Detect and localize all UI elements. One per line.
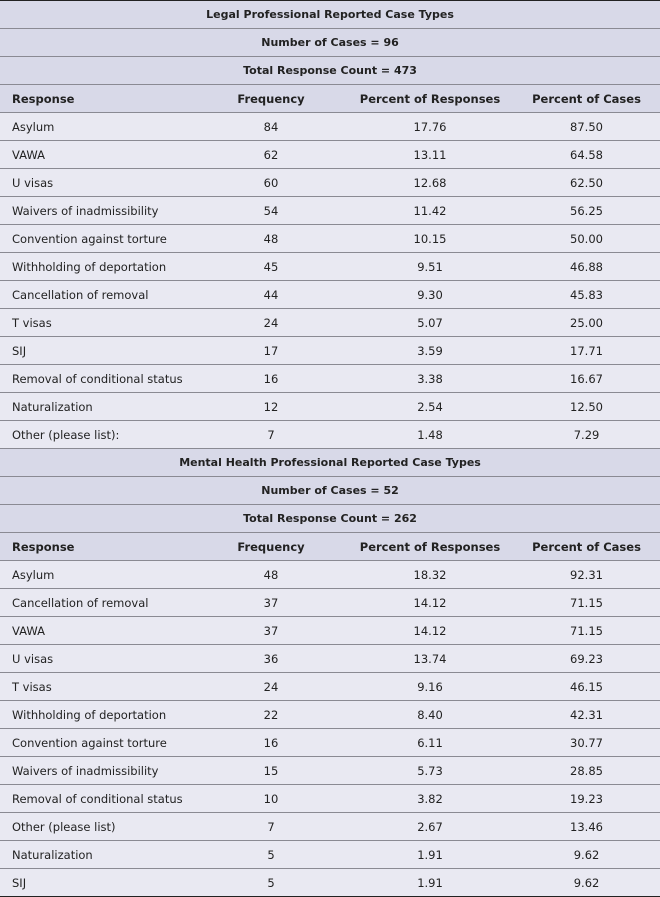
table-cell: 10.15 xyxy=(347,225,513,253)
table-cell: 14.12 xyxy=(347,617,513,645)
table-cell: 3.59 xyxy=(347,337,513,365)
section-total-row xyxy=(0,57,660,85)
section-total-row xyxy=(0,505,660,533)
table-cell: 9.51 xyxy=(347,253,513,281)
table-cell: 28.85 xyxy=(513,757,660,785)
table-row xyxy=(0,337,660,365)
table-cell: 54 xyxy=(195,197,347,225)
table-cell: 5 xyxy=(195,841,347,869)
table-cell: 5.73 xyxy=(347,757,513,785)
table-cell: 42.31 xyxy=(513,701,660,729)
table-cell: 37 xyxy=(195,589,347,617)
section-cases: Number of Cases = 96 xyxy=(0,29,660,57)
table-row xyxy=(0,393,660,421)
column-header: Percent of Responses xyxy=(347,533,513,561)
table-cell: 5 xyxy=(195,869,347,897)
section-cases-row xyxy=(0,477,660,505)
table-cell: 1.91 xyxy=(347,869,513,897)
column-header-row xyxy=(0,85,660,113)
table-row xyxy=(0,729,660,757)
table-row xyxy=(0,169,660,197)
table-cell: 44 xyxy=(195,281,347,309)
table-row xyxy=(0,589,660,617)
column-header: Percent of Cases xyxy=(513,85,660,113)
table-cell: 46.15 xyxy=(513,673,660,701)
table-cell: Removal of conditional status xyxy=(0,785,195,813)
table-row xyxy=(0,141,660,169)
table-row xyxy=(0,617,660,645)
table-row xyxy=(0,281,660,309)
table-cell: 60 xyxy=(195,169,347,197)
table-cell: 2.67 xyxy=(347,813,513,841)
table-cell: T visas xyxy=(0,309,195,337)
table-cell: 12.68 xyxy=(347,169,513,197)
table-cell: 17.71 xyxy=(513,337,660,365)
table-row xyxy=(0,673,660,701)
table-cell: 6.11 xyxy=(347,729,513,757)
table-cell: 7 xyxy=(195,813,347,841)
table-cell: 71.15 xyxy=(513,617,660,645)
table-cell: 45 xyxy=(195,253,347,281)
table-cell: 56.25 xyxy=(513,197,660,225)
table-cell: U visas xyxy=(0,169,195,197)
table-cell: 8.40 xyxy=(347,701,513,729)
table-cell: 46.88 xyxy=(513,253,660,281)
table-cell: Asylum xyxy=(0,561,195,589)
column-header: Frequency xyxy=(195,85,347,113)
table-cell: SIJ xyxy=(0,869,195,897)
table-cell: 84 xyxy=(195,113,347,141)
column-header: Frequency xyxy=(195,533,347,561)
table-cell: 48 xyxy=(195,225,347,253)
table-cell: 24 xyxy=(195,309,347,337)
section-total: Total Response Count = 473 xyxy=(0,57,660,85)
table-cell: 13.11 xyxy=(347,141,513,169)
table-row xyxy=(0,869,660,897)
table-cell: 3.38 xyxy=(347,365,513,393)
table-cell: 69.23 xyxy=(513,645,660,673)
table-cell: 13.46 xyxy=(513,813,660,841)
table-cell: 16.67 xyxy=(513,365,660,393)
table-cell: 15 xyxy=(195,757,347,785)
table-cell: 5.07 xyxy=(347,309,513,337)
table-cell: 22 xyxy=(195,701,347,729)
table-cell: 92.31 xyxy=(513,561,660,589)
table-cell: Waivers of inadmissibility xyxy=(0,757,195,785)
table-cell: 9.62 xyxy=(513,841,660,869)
table-cell: 1.48 xyxy=(347,421,513,449)
table-row xyxy=(0,561,660,589)
table-cell: Removal of conditional status xyxy=(0,365,195,393)
table-cell: 50.00 xyxy=(513,225,660,253)
table-row xyxy=(0,701,660,729)
table-cell: 30.77 xyxy=(513,729,660,757)
table-cell: Withholding of deportation xyxy=(0,701,195,729)
table-cell: 45.83 xyxy=(513,281,660,309)
table-cell: 3.82 xyxy=(347,785,513,813)
table-row xyxy=(0,813,660,841)
table-cell: VAWA xyxy=(0,617,195,645)
table-cell: 36 xyxy=(195,645,347,673)
table-row xyxy=(0,113,660,141)
table-row xyxy=(0,841,660,869)
table-cell: 10 xyxy=(195,785,347,813)
table-cell: Convention against torture xyxy=(0,225,195,253)
table-row xyxy=(0,225,660,253)
section-title: Legal Professional Reported Case Types xyxy=(0,1,660,29)
column-header: Response xyxy=(0,85,195,113)
table-cell: Other (please list): xyxy=(0,421,195,449)
section-cases: Number of Cases = 52 xyxy=(0,477,660,505)
table-row xyxy=(0,253,660,281)
table-cell: 64.58 xyxy=(513,141,660,169)
table-cell: U visas xyxy=(0,645,195,673)
table-cell: 11.42 xyxy=(347,197,513,225)
table-cell: VAWA xyxy=(0,141,195,169)
section-title-row xyxy=(0,449,660,477)
table-cell: Cancellation of removal xyxy=(0,589,195,617)
table-cell: 71.15 xyxy=(513,589,660,617)
table-row xyxy=(0,757,660,785)
table-cell: 2.54 xyxy=(347,393,513,421)
table-cell: 19.23 xyxy=(513,785,660,813)
table-cell: 9.30 xyxy=(347,281,513,309)
column-header-row xyxy=(0,533,660,561)
table-row xyxy=(0,785,660,813)
table-row xyxy=(0,309,660,337)
table-cell: Other (please list) xyxy=(0,813,195,841)
table-cell: Naturalization xyxy=(0,841,195,869)
table-cell: 9.16 xyxy=(347,673,513,701)
table-cell: 9.62 xyxy=(513,869,660,897)
table-cell: 7.29 xyxy=(513,421,660,449)
table-cell: 37 xyxy=(195,617,347,645)
column-header: Percent of Cases xyxy=(513,533,660,561)
table-cell: Naturalization xyxy=(0,393,195,421)
table-cell: Convention against torture xyxy=(0,729,195,757)
table-cell: 16 xyxy=(195,729,347,757)
table-row xyxy=(0,645,660,673)
table-cell: 12 xyxy=(195,393,347,421)
table-cell: 17.76 xyxy=(347,113,513,141)
section-total: Total Response Count = 262 xyxy=(0,505,660,533)
section-title-row xyxy=(0,1,660,29)
table-row xyxy=(0,197,660,225)
table-cell: 87.50 xyxy=(513,113,660,141)
table-cell: 13.74 xyxy=(347,645,513,673)
table-cell: 16 xyxy=(195,365,347,393)
table-cell: 24 xyxy=(195,673,347,701)
table-row xyxy=(0,421,660,449)
table-cell: Withholding of deportation xyxy=(0,253,195,281)
table-cell: 14.12 xyxy=(347,589,513,617)
section-cases-row xyxy=(0,29,660,57)
table-cell: Asylum xyxy=(0,113,195,141)
table-cell: 17 xyxy=(195,337,347,365)
table-cell: Waivers of inadmissibility xyxy=(0,197,195,225)
table-cell: 12.50 xyxy=(513,393,660,421)
table-cell: Cancellation of removal xyxy=(0,281,195,309)
table-row xyxy=(0,365,660,393)
table-cell: SIJ xyxy=(0,337,195,365)
table-cell: 18.32 xyxy=(347,561,513,589)
column-header: Percent of Responses xyxy=(347,85,513,113)
section-title: Mental Health Professional Reported Case Types xyxy=(0,449,660,477)
table-cell: 62.50 xyxy=(513,169,660,197)
table-cell: 48 xyxy=(195,561,347,589)
column-header: Response xyxy=(0,533,195,561)
table-cell: T visas xyxy=(0,673,195,701)
table-cell: 62 xyxy=(195,141,347,169)
table-cell: 25.00 xyxy=(513,309,660,337)
table-cell: 1.91 xyxy=(347,841,513,869)
table-cell: 7 xyxy=(195,421,347,449)
